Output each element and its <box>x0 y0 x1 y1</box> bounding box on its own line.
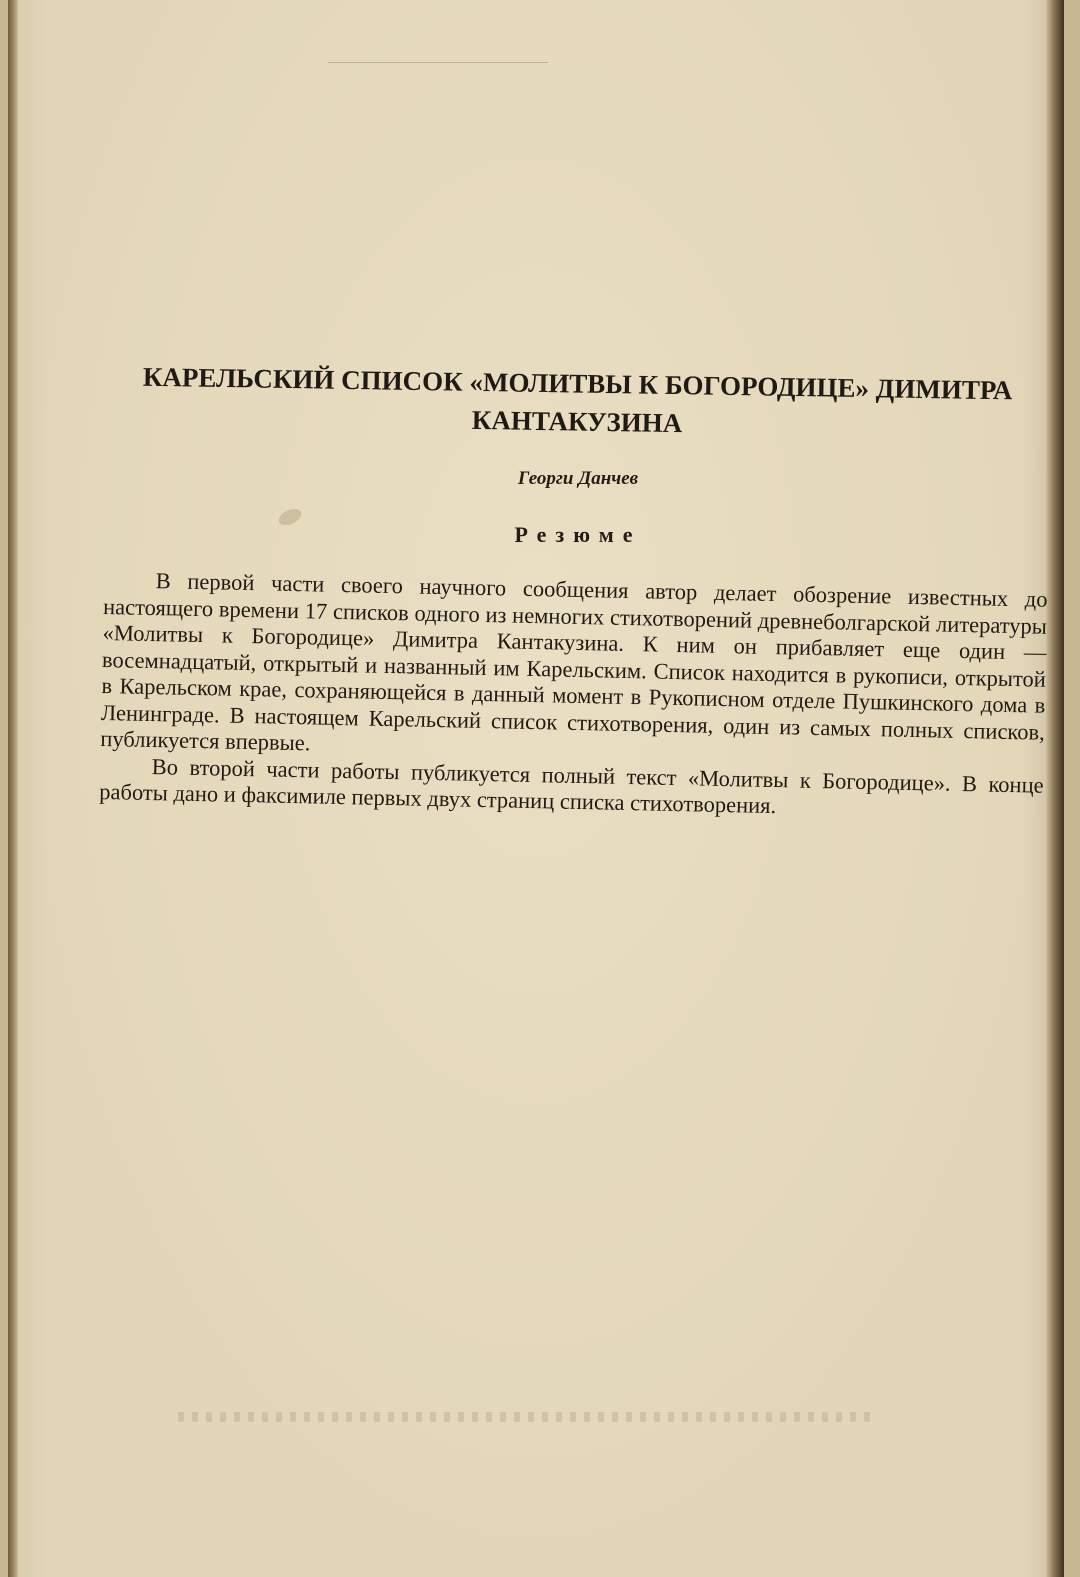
summary-body <box>99 567 1048 825</box>
summary-paragraph: Во второй части работы публикуется полный текст «Молитвы к Богородице». В конце работы дано и факсимиле первых двух страниц списка стихотворения. <box>99 753 1044 819</box>
top-print-mark <box>328 62 548 63</box>
summary-heading: Резюме <box>514 522 642 547</box>
article-title: КАРЕЛЬСКИЙ СПИСОК «МОЛИТВЫ К БОГОРОДИЦЕ» ДИМИТРА КАНТАКУЗИНА <box>142 361 1013 439</box>
summary-paragraph: В первой части своего научного сообщения автор делает обозрение известных до настоящего времени 17 списков одного из немногих стихотворений древнеболгарской литературы «Молитвы к Богородице» Димитра Кантакузина. К ним он прибавляет еще один — восемнадцатый, открытый и названный им Карельским. Список находится в рукописи, открытой в Карельском крае, сохраняющейся в данный момент в Рукописном отделе Пушкинского дома в Ленинграде. В настоящем Карельский список стихотворения, один из самых полных списков, публикуется впервые. <box>100 568 1048 756</box>
page-left-edge <box>8 0 18 1577</box>
page-binding-edge <box>1046 0 1064 1577</box>
bleed-through-trace <box>178 1412 878 1422</box>
article-author: Георги Данчев <box>517 468 639 489</box>
document-page <box>8 0 1064 1577</box>
